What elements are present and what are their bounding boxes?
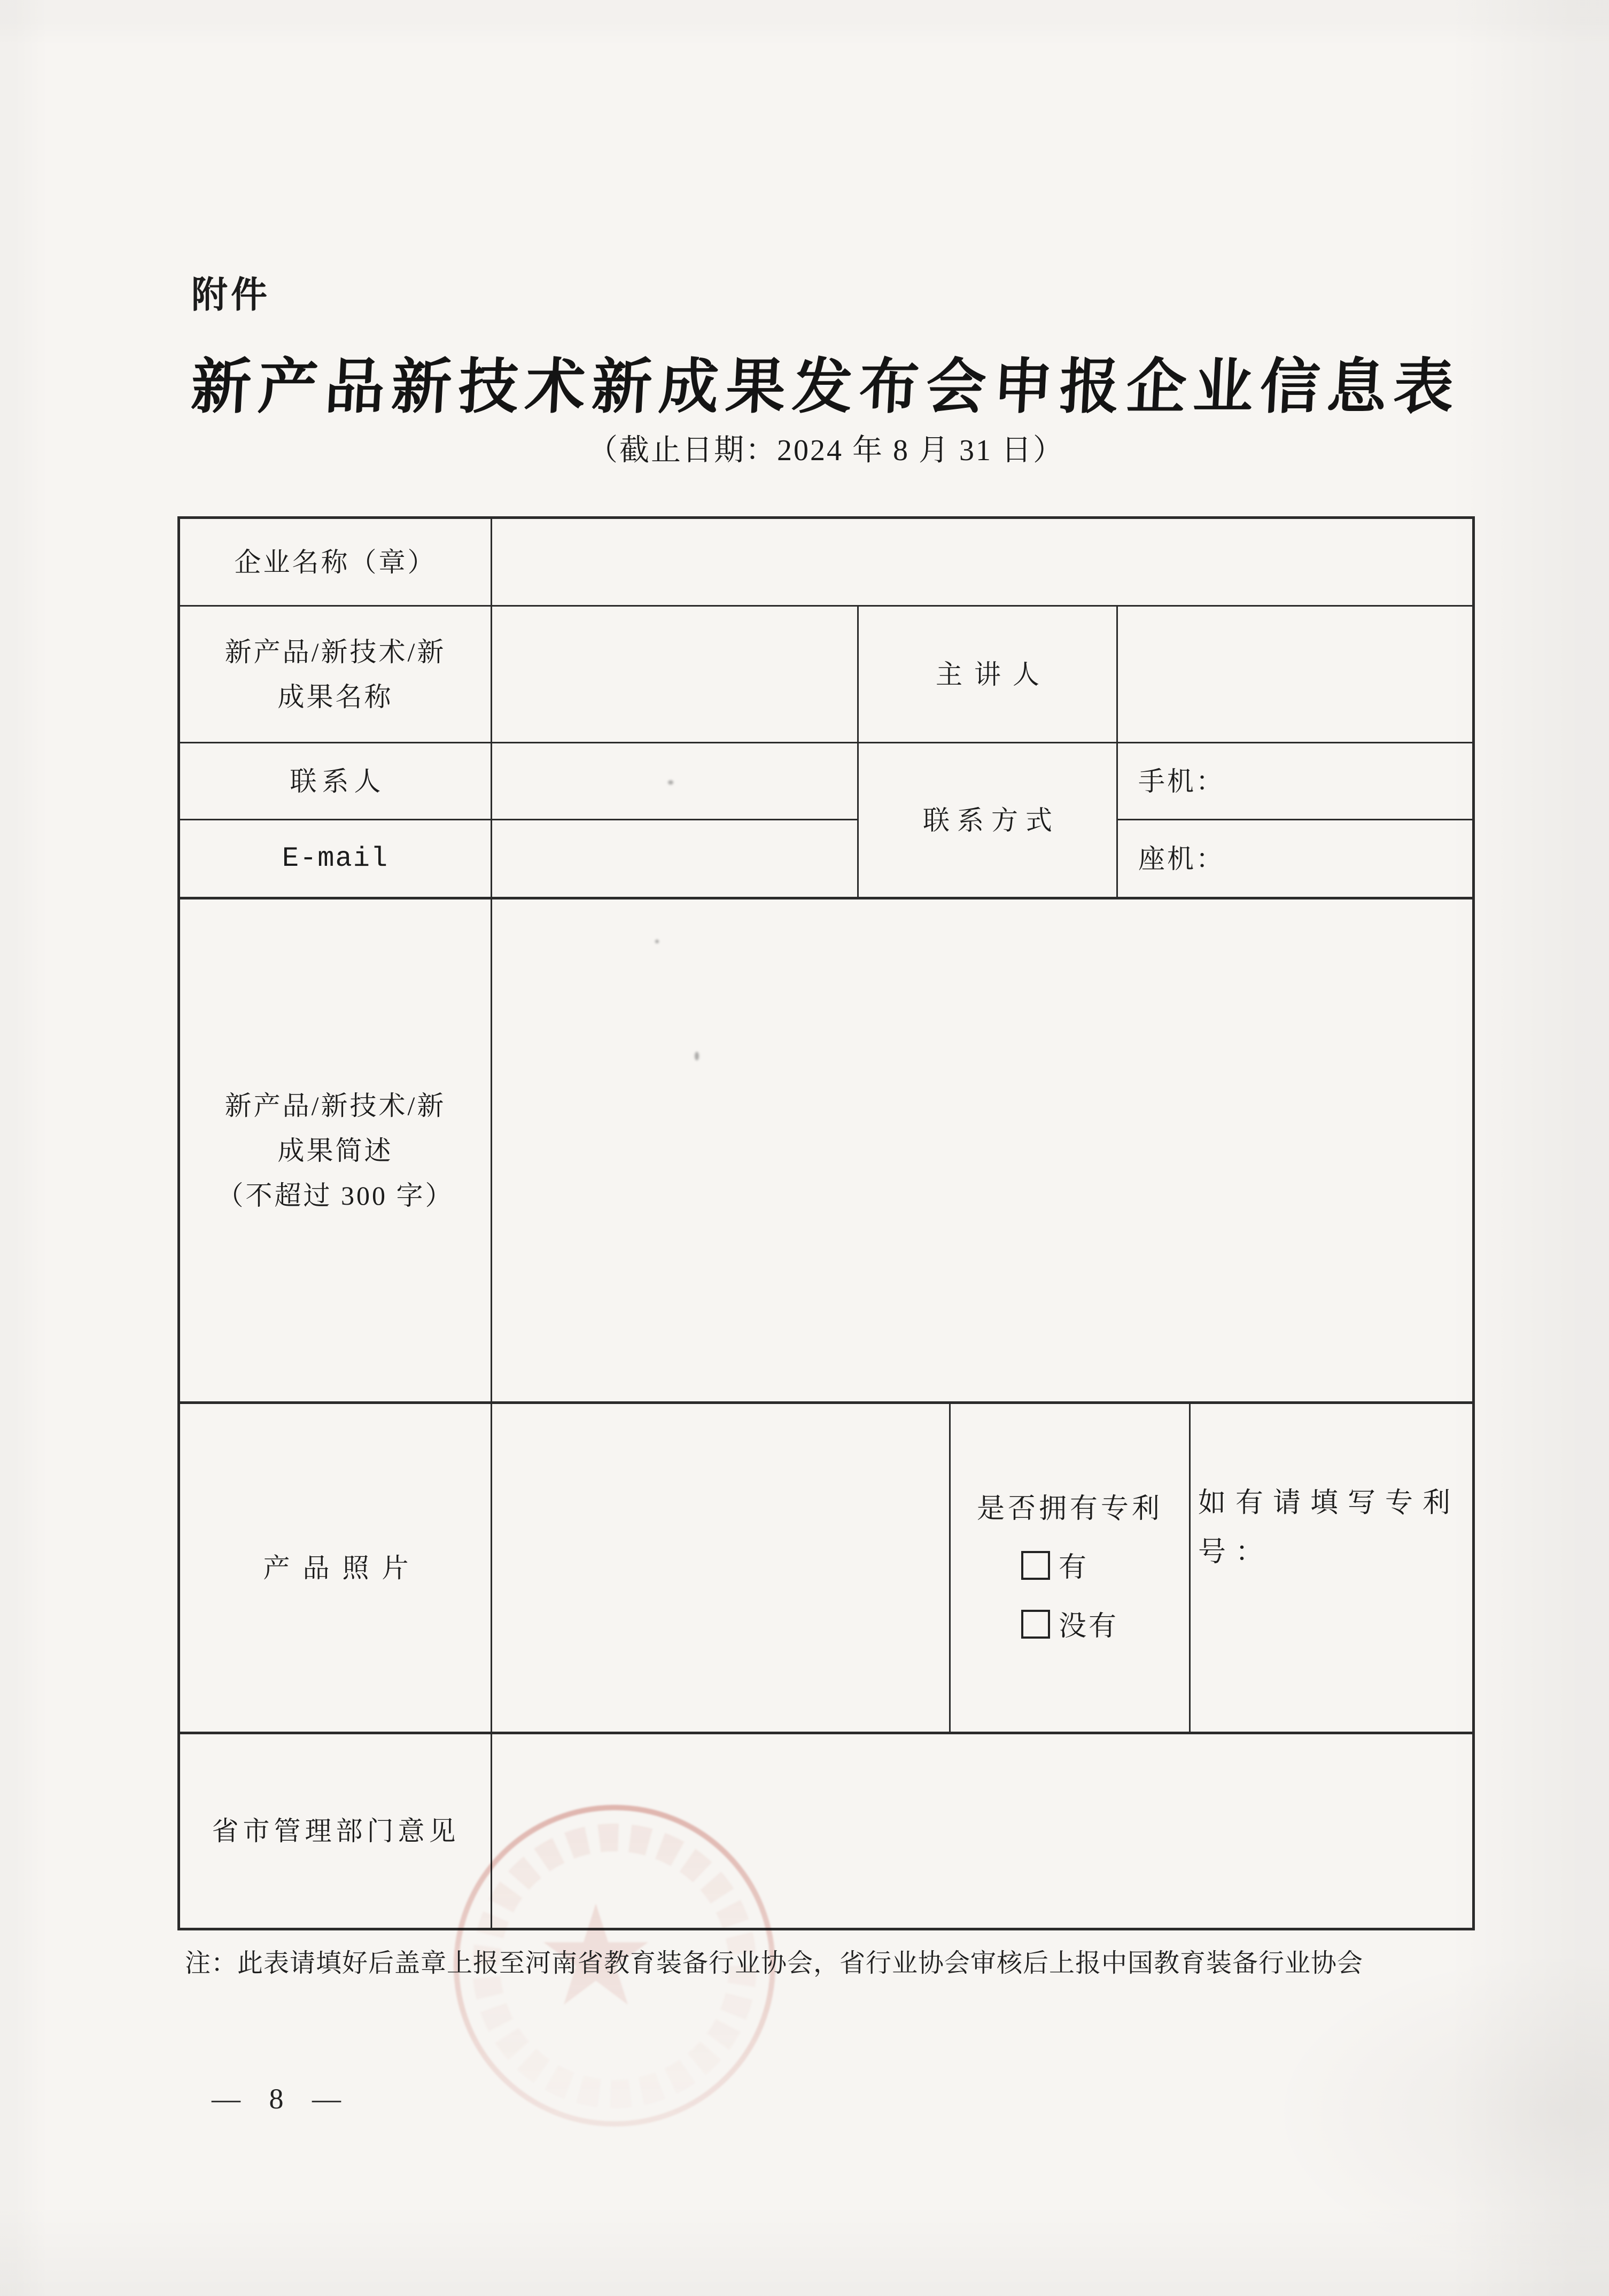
page-subtitle: （截止日期：2024 年 8 月 31 日） [588, 434, 1064, 467]
patent-option-yes: 有 [1021, 1546, 1118, 1591]
patent-number-label: 如有请填写专利号： [1198, 1488, 1460, 1568]
patent-option-no: 没有 [1021, 1604, 1118, 1649]
summary-label-line3: （不超过 300 字） [216, 1180, 454, 1211]
product-name-label [180, 607, 491, 742]
footer-note: 注：此表请填好后盖章上报至河南省教育装备行业协会，省行业协会审核后上报中国教育装备行业协会 [185, 1949, 1364, 1977]
contact-method-label: 联系方式 [923, 805, 1060, 835]
email-field [492, 820, 857, 897]
product-name-label-line2: 成果名称 [277, 681, 393, 712]
summary-label [180, 899, 491, 1401]
page-number: — 8 — [212, 2083, 352, 2115]
speaker-label: 主讲人 [936, 659, 1051, 689]
company-name-label: 企业名称（章） [234, 547, 437, 577]
product-photo-label: 产品照片 [263, 1553, 422, 1583]
contact-person-field [492, 743, 857, 819]
scan-speck [695, 1052, 699, 1060]
speaker-field [1118, 607, 1472, 742]
checkbox-yes-icon [1021, 1551, 1050, 1580]
email-label: E-mail [282, 842, 389, 874]
contact-person-label: 联系人 [290, 766, 386, 796]
product-name-label-line1: 新产品/新技术/新 [224, 637, 446, 667]
mobile-label: 手机： [1138, 766, 1225, 796]
summary-label-line1: 新产品/新技术/新 [224, 1090, 446, 1121]
patent-question-label: 是否拥有专利 [976, 1493, 1163, 1524]
checkbox-no-icon [1021, 1610, 1050, 1639]
product-photo-field [492, 1404, 949, 1732]
application-table [177, 516, 1475, 1930]
scan-speck [655, 940, 659, 943]
company-name-field [492, 519, 1472, 605]
authority-opinion-label: 省市管理部门意见 [212, 1816, 460, 1846]
page-title: 新产品新技术新成果发布会申报企业信息表 [189, 354, 1463, 421]
divider-line [177, 1928, 1475, 1930]
patent-question-cell [951, 1404, 1189, 1732]
authority-opinion-field [492, 1734, 1472, 1928]
divider-line [1472, 516, 1475, 1930]
summary-label-line2: 成果简述 [277, 1135, 393, 1166]
attachment-label: 附件 [191, 275, 271, 315]
scan-speck [668, 780, 673, 785]
landline-label: 座机： [1138, 843, 1225, 874]
product-name-field [492, 607, 857, 742]
summary-field [492, 899, 1472, 1401]
